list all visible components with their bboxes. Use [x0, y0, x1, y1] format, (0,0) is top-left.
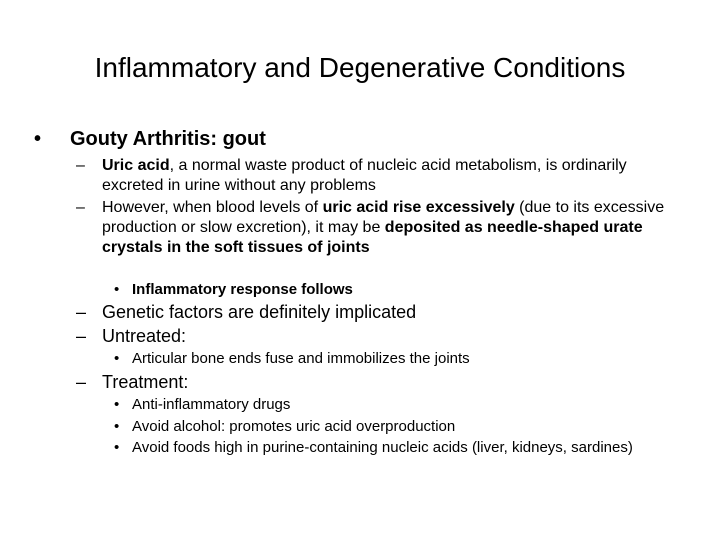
- however-part2: (due to its excessive production or slow excretion), it may be: [102, 199, 665, 236]
- treatment-item: [76, 371, 676, 393]
- however-bold2: deposited as needle-shaped urate crystals in the soft tissues of joints: [102, 219, 643, 256]
- dot-marker: •: [114, 418, 120, 435]
- genetic-text: Genetic factors are definitely implicated: [102, 302, 417, 322]
- uric-acid-bold: Uric acid: [102, 157, 170, 174]
- main-bullet: [34, 124, 266, 154]
- articular-text: Articular bone ends fuse and immobilizes the joints: [132, 350, 470, 367]
- treatment-text: Treatment:: [102, 372, 189, 392]
- inflammatory-item: [114, 280, 674, 300]
- slide-title: Inflammatory and Degenerative Conditions: [94, 52, 626, 83]
- treatment-text-2: Avoid alcohol: promotes uric acid overproduction: [132, 418, 456, 435]
- uric-acid-item: [76, 156, 676, 196]
- untreated-item: [76, 325, 676, 347]
- dot-marker: •: [114, 350, 120, 367]
- treatment-list-item: [114, 438, 674, 458]
- treatment-text-1: Anti-inflammatory drugs: [132, 396, 291, 413]
- main-bullet-label: Gouty Arthritis: gout: [70, 128, 266, 150]
- bullet-marker: •: [34, 128, 42, 150]
- genetic-item: [76, 301, 676, 323]
- dash-marker: –: [76, 302, 87, 322]
- uric-acid-rest: , a normal waste product of nucleic acid metabolism, is ordinarily excreted in urine without any problems: [102, 157, 627, 194]
- dot-marker: •: [114, 439, 120, 456]
- dash-marker: –: [76, 372, 87, 392]
- treatment-list-item: [114, 417, 674, 437]
- inflammatory-text: Inflammatory response follows: [132, 281, 353, 298]
- treatment-text-3: Avoid foods high in purine-containing nucleic acids (liver, kidneys, sardines): [132, 439, 633, 456]
- however-item: [76, 198, 676, 258]
- however-text: [102, 198, 676, 258]
- dot-marker: •: [114, 281, 120, 298]
- dash-marker: –: [76, 157, 85, 174]
- treatment-list-item: [114, 395, 674, 415]
- untreated-text: Untreated:: [102, 326, 187, 346]
- dash-marker: –: [76, 326, 87, 346]
- dot-marker: •: [114, 396, 120, 413]
- however-part1: However, when blood levels of: [102, 199, 323, 216]
- however-bold1: uric acid rise excessively: [322, 199, 515, 216]
- dash-marker: –: [76, 199, 85, 216]
- uric-acid-text: [102, 156, 676, 196]
- articular-item: [114, 349, 674, 369]
